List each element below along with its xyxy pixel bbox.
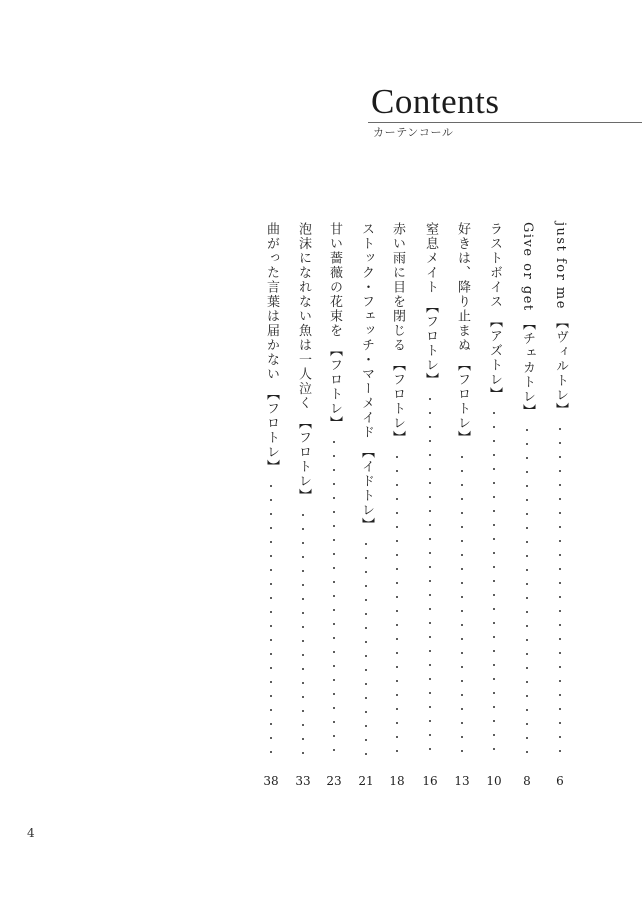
toc-entry-text bbox=[323, 222, 345, 431]
toc-entry[interactable] bbox=[516, 222, 538, 790]
toc-entry[interactable] bbox=[386, 222, 408, 790]
toc-entry-text bbox=[483, 222, 505, 402]
toc-entry[interactable] bbox=[483, 222, 505, 790]
toc-page-number: 23 bbox=[326, 774, 342, 788]
toc-entry-pairing: 【フロトレ】 bbox=[455, 358, 470, 446]
toc-entry-pairing: 【チェカトレ】 bbox=[520, 317, 535, 419]
toc-page-number: 13 bbox=[454, 774, 470, 788]
toc-page-number: 10 bbox=[486, 774, 502, 788]
toc-entry-title: 赤い雨に目を閉じる bbox=[390, 222, 405, 353]
toc-leader-dots bbox=[526, 423, 528, 762]
toc-entry-title: 窒息メイト bbox=[423, 222, 438, 295]
toc-entry-title: 好きは、降り止まぬ bbox=[455, 222, 470, 353]
toc-leader-dots bbox=[461, 450, 463, 762]
toc-entry-title: 甘い薔薇の花束を bbox=[327, 222, 342, 338]
page-title: Contents bbox=[371, 82, 500, 121]
toc-entry-pairing: 【アズトレ】 bbox=[487, 314, 502, 402]
toc-entry-title: 泡沫になれない魚は一人泣く bbox=[296, 222, 311, 411]
toc-entry-title: just for me bbox=[553, 222, 568, 310]
toc-leader-dots bbox=[429, 392, 431, 762]
toc-leader-dots bbox=[333, 435, 335, 762]
toc-leader-dots bbox=[559, 422, 561, 762]
toc-leader-dots bbox=[365, 537, 367, 762]
page-number-folio: 4 bbox=[27, 826, 35, 840]
toc-page-number: 38 bbox=[263, 774, 279, 788]
toc-entry-pairing: 【フロトレ】 bbox=[327, 343, 342, 431]
toc-entry-text bbox=[386, 222, 408, 445]
toc-entry[interactable] bbox=[323, 222, 345, 790]
toc-entry-pairing: 【フロトレ】 bbox=[264, 387, 279, 475]
toc-page-number: 8 bbox=[523, 774, 531, 788]
toc-entry-pairing: 【フロトレ】 bbox=[423, 300, 438, 388]
toc-entry[interactable] bbox=[451, 222, 473, 790]
toc-leader-dots bbox=[270, 479, 272, 762]
toc-entry-pairing: 【フロトレ】 bbox=[296, 416, 311, 504]
toc-entry-text bbox=[260, 222, 282, 474]
toc-entry-text bbox=[451, 222, 473, 445]
toc-leader-dots bbox=[493, 406, 495, 762]
toc-entry-text bbox=[549, 222, 571, 417]
toc-entry-pairing: 【フロトレ】 bbox=[390, 358, 405, 446]
toc-entry[interactable] bbox=[419, 222, 441, 790]
toc-entry-text bbox=[516, 222, 538, 419]
toc-entry-pairing: 【ヴィルトレ】 bbox=[553, 315, 568, 418]
toc-leader-dots bbox=[396, 450, 398, 762]
toc-page-number: 21 bbox=[358, 774, 374, 788]
toc-page-number: 33 bbox=[295, 774, 311, 788]
toc-entry-text bbox=[419, 222, 441, 387]
book-subtitle: カーテンコール bbox=[373, 126, 454, 139]
toc-entry-title: 曲がった言葉は届かない bbox=[264, 222, 279, 382]
toc-entry-text bbox=[292, 222, 314, 503]
toc-page-number: 18 bbox=[389, 774, 405, 788]
toc-page-number: 6 bbox=[556, 774, 564, 788]
toc-entry[interactable] bbox=[260, 222, 282, 790]
toc-entry-title: Give or get bbox=[520, 222, 535, 312]
toc-entry-title: ラストボイス bbox=[487, 222, 502, 309]
toc-entry-title: ストック・フェッチ・マーメイド bbox=[359, 222, 374, 440]
toc-leader-dots bbox=[302, 508, 304, 762]
toc-entry-text bbox=[355, 222, 377, 532]
toc-entry[interactable] bbox=[549, 222, 571, 790]
toc-entry[interactable] bbox=[355, 222, 377, 790]
toc-entry-pairing: 【イドトレ】 bbox=[359, 445, 374, 533]
toc-page-number: 16 bbox=[422, 774, 438, 788]
toc-entry[interactable] bbox=[292, 222, 314, 790]
